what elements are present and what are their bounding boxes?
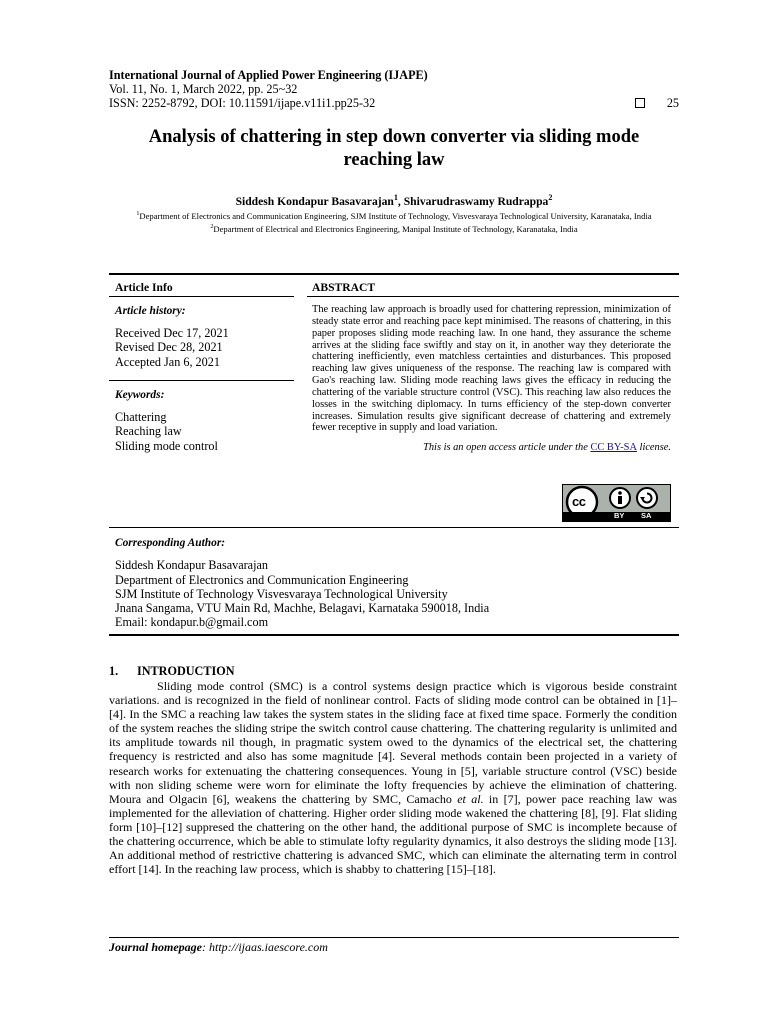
affiliation-1	[112, 211, 676, 222]
article-info-heading-rule	[109, 296, 294, 297]
corresponding-address: Jnana Sangama, VTU Main Rd, Machhe, Belagavi, Karnataka 590018, India	[115, 601, 490, 616]
history-heading: Article history:	[115, 305, 186, 317]
corresponding-heading: Corresponding Author:	[115, 537, 226, 549]
license-prefix: This is an open access article under the	[423, 442, 591, 454]
sa-share-icon	[637, 488, 657, 508]
abstract-heading: ABSTRACT	[312, 281, 376, 294]
received-date: Received Dec 17, 2021	[115, 325, 229, 340]
footer-separator: :	[202, 940, 210, 954]
intro-text-part-1: Sliding mode control (SMC) is a control systems design practice which is vigorous beside constraint variations. and is recognized in the field of nonlinear control. Facts of sliding mode control can be obtained in [1]–[4]. In the SMC a reaching law takes the system states in the sliding face at fixed time space. Formerly the condition of the system reaches the sliding stripe the switch control cause chattering. The chattering regularity is unlimited and its amplitude towards nil though, in pragmatic system owed to the dynamics of the electrical set, the chattering frequency is restricted and also has some magnitude [4]. Several methods contain been projected in a variety of research works for extenuating the chattering consequences. Young in [5], variable structure control (VSC) beside with non sliding scheme were worn for eliminate the lofty frequencies by achieve the elimination of chattering. Moura and Olgacin [6], weakens the chattering by SMC, Camacho	[109, 679, 677, 806]
keyword-item: Sliding mode control	[115, 438, 218, 453]
affiliation-2-text: Department of Electrical and Electronics Engineering, Manipal Institute of Technology, Karanataka, India	[213, 223, 578, 234]
intro-text-part-2: in [7], power pace reaching law was implemented for the alleviation of chattering. Higher order sliding mode wakened the chattering [8], [9]. Flat sliding form [10]–[12] suppresed the chattering on the other hand, the additional purpose of SMC is incomplete because of the chattering occurrence, which be able to stimulate lofty regularity dynamics, it also destroys the sliding mode [13]. An additional method of restrictive chattering is advanced SMC, which can eliminate the alternating term in control effort [14]. In the reaching law process, which is shabby to chattering [15]–[18].	[109, 791, 677, 877]
keyword-item: Chattering	[115, 409, 167, 424]
abstract-heading-box	[312, 281, 671, 294]
author-1: Siddesh Kondapur Basavarajan	[235, 195, 394, 208]
sa-label: SA	[641, 511, 652, 520]
corresponding-email[interactable]: Email: kondapur.b@gmail.com	[115, 615, 269, 630]
revised-date: Revised Dec 28, 2021	[115, 340, 223, 354]
author-2: Shivarudraswamy Rudrappa	[403, 195, 549, 208]
journal-homepage-link[interactable]: http://ijaas.iaescore.com	[209, 940, 328, 954]
journal-header	[109, 68, 679, 110]
abstract-block	[312, 304, 671, 453]
journal-name: International Journal of Applied Power Engineering (IJAPE)	[109, 68, 428, 82]
article-history	[115, 304, 295, 369]
keywords-list	[115, 410, 295, 454]
history-dates	[115, 326, 295, 370]
square-bullet-icon	[635, 98, 645, 108]
cc-badge-label-strip	[563, 512, 670, 521]
cc-by-sa-badge[interactable]	[562, 484, 671, 522]
license-line	[312, 442, 671, 453]
affiliation-1-text: Department of Electronics and Communication Engineering, SJM Institute of Technology, Visvesvaraya Technological University, Karanataka, India	[139, 211, 652, 221]
title-line-1: Analysis of chattering in step down converter via sliding mode	[148, 127, 640, 147]
history-rule	[109, 380, 294, 381]
section-title: INTRODUCTION	[137, 664, 235, 678]
corresponding-institute: SJM Institute of Technology Visvesvaraya Technological University	[115, 586, 448, 601]
corresponding-name: Siddesh Kondapur Basavarajan	[115, 558, 268, 573]
keywords-heading: Keywords:	[115, 389, 165, 401]
footer-rule	[109, 937, 679, 938]
footer-label: Journal homepage	[109, 940, 203, 954]
paper-title	[100, 126, 688, 172]
title-line-2: reaching law	[343, 150, 445, 170]
abstract-heading-rule	[307, 296, 679, 297]
affiliation-1-sup: 1	[136, 211, 140, 218]
by-person-head	[618, 491, 622, 495]
introduction-heading	[109, 664, 235, 679]
article-info-heading-box	[115, 281, 295, 296]
volume-line: Vol. 11, No. 1, March 2022, pp. 25~32	[109, 82, 298, 96]
author-list	[100, 195, 688, 208]
author-separator: ,	[397, 195, 404, 208]
page-number: 25	[666, 96, 679, 110]
section-number: 1.	[109, 664, 119, 678]
corresponding-bottom-rule	[109, 634, 679, 636]
article-info-heading: Article Info	[115, 281, 173, 294]
accepted-date: Accepted Jan 6, 2021	[115, 354, 220, 369]
info-section-rule	[109, 527, 679, 528]
affiliation-2	[112, 224, 676, 235]
cc-text: cc	[572, 494, 586, 509]
header-right	[635, 96, 679, 110]
license-suffix: license.	[636, 442, 671, 454]
keyword-item: Reaching law	[115, 424, 182, 438]
author-2-sup: 2	[548, 193, 553, 203]
by-label: BY	[614, 511, 625, 520]
affiliation-2-sup: 2	[210, 223, 214, 230]
by-person-body	[618, 496, 622, 504]
intro-et-al: et al.	[457, 791, 484, 806]
author-1-sup: 1	[393, 193, 398, 203]
keywords-block	[115, 388, 295, 453]
corresponding-author	[115, 536, 675, 630]
cc-by-sa-link[interactable]: CC BY-SA	[590, 442, 637, 454]
issn-line: ISSN: 2252-8792, DOI: 10.11591/ijape.v11i1.pp25-32	[109, 96, 376, 110]
abstract-text: The reaching law approach is broadly used for chattering repression, minimization of steady state error and reaching pace kept minimised. The reasons of chattering, in this paper proposes sliding mode reaching law. In one hand, they assurance the scheme arrives at the sliding face swiftly and stay on it, in another way they deteriorate the chattering inefficiently, even matchless certainties and disturbances. This proposed reaching law gives uniqueness of the response. The reaching law is compared with Gao's reaching law. Sliding mode reaching laws gives the efficacy in reducing the chattering of the variable structure control (VSC). This reaching law also reduces the losses in the switching diplomacy. In turns efficiency of the step-down converter increases. Simulation results give significant decrease of chattering and extremely fewer receptive in supply and load variation.	[312, 304, 671, 434]
corresponding-department: Department of Electronics and Communication Engineering	[115, 572, 409, 587]
journal-homepage-footer	[109, 940, 328, 955]
issn-row	[109, 96, 679, 110]
affiliations	[112, 211, 676, 236]
info-top-rule	[109, 273, 679, 275]
introduction-paragraph	[109, 679, 677, 876]
